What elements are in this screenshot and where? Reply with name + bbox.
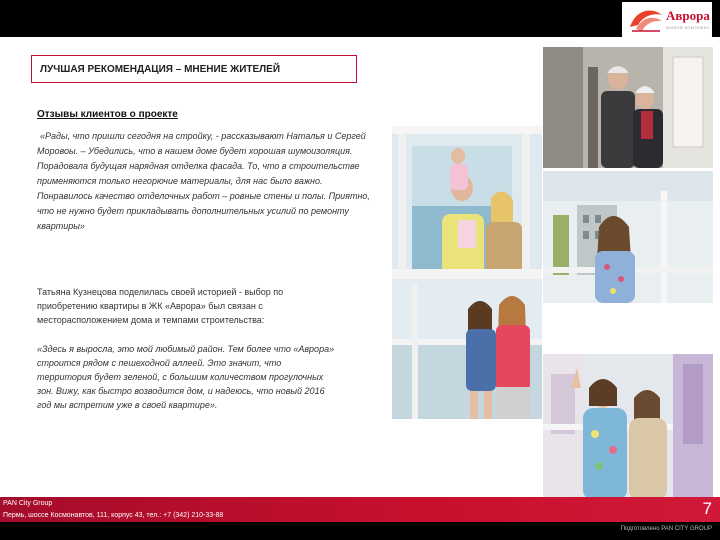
photo-family-balcony <box>392 126 542 281</box>
photo-two-girls <box>392 269 542 419</box>
review-intro-kuznetsova: Татьяна Кузнецова поделилась своей историей - выбор по приобретению квартиры в ЖК «Аврора» был связан с месторасположением дома и темпами строительства: <box>37 287 284 325</box>
section-title <box>31 55 357 83</box>
logo-text: Аврора <box>666 8 710 23</box>
prepared-by: Подготовлено PAN CITY GROUP <box>620 526 712 532</box>
section-title-text: ЛУЧШАЯ РЕКОМЕНДАЦИЯ – МНЕНИЕ ЖИТЕЛЕЙ <box>40 63 281 75</box>
logo-subtitle: ЖИЛОЙ КОМПЛЕКС <box>666 25 710 30</box>
review-quote-morozov: «Рады, что пришли сегодня на стройку, - рассказывают Наталья и Сергей Моровоы. – Убедились, что в нашем доме будет хорошая шумоизоляция. Порадовала будущая нарядная отделка фасада. То, что в строительстве применяются только негорючие материалы, для нас было важно. Понравилось качество отделочных работ – ровные стены и полы. Приятно, что не нужно будет прикладывать дополнительных усилий по ремонту квартиры» <box>37 131 370 231</box>
photo-girl-window <box>543 171 713 303</box>
slide <box>0 37 720 522</box>
footer-company: PAN City Group <box>3 500 53 507</box>
review-quote-kuznetsova: «Здесь я выросла, это мой любимый район. Тем более что «Аврора» строится рядом с пешеходной аллеей. Это значит, что территория будет зеленой, с большим количеством прогулочных зон. Вижу, как быстро возводится дом, и надеюсь, что новый 2016 год мы встретим уже в своей квартире». <box>37 344 335 410</box>
bottom-strip <box>0 522 720 540</box>
reviews-subtitle: Отзывы клиентов о проекте <box>37 109 178 120</box>
photo-couple-construction <box>543 47 713 168</box>
page-number: 7 <box>702 499 712 518</box>
photo-two-women <box>543 354 713 500</box>
footer-address: Пермь, шоссе Космонавтов, 111, корпус 43, тел.: +7 (342) 210-33-88 <box>3 512 224 519</box>
top-bar <box>0 0 720 37</box>
aurora-logo-icon <box>626 5 666 35</box>
brand-logo[interactable] <box>622 2 712 38</box>
footer-bar <box>0 497 720 523</box>
